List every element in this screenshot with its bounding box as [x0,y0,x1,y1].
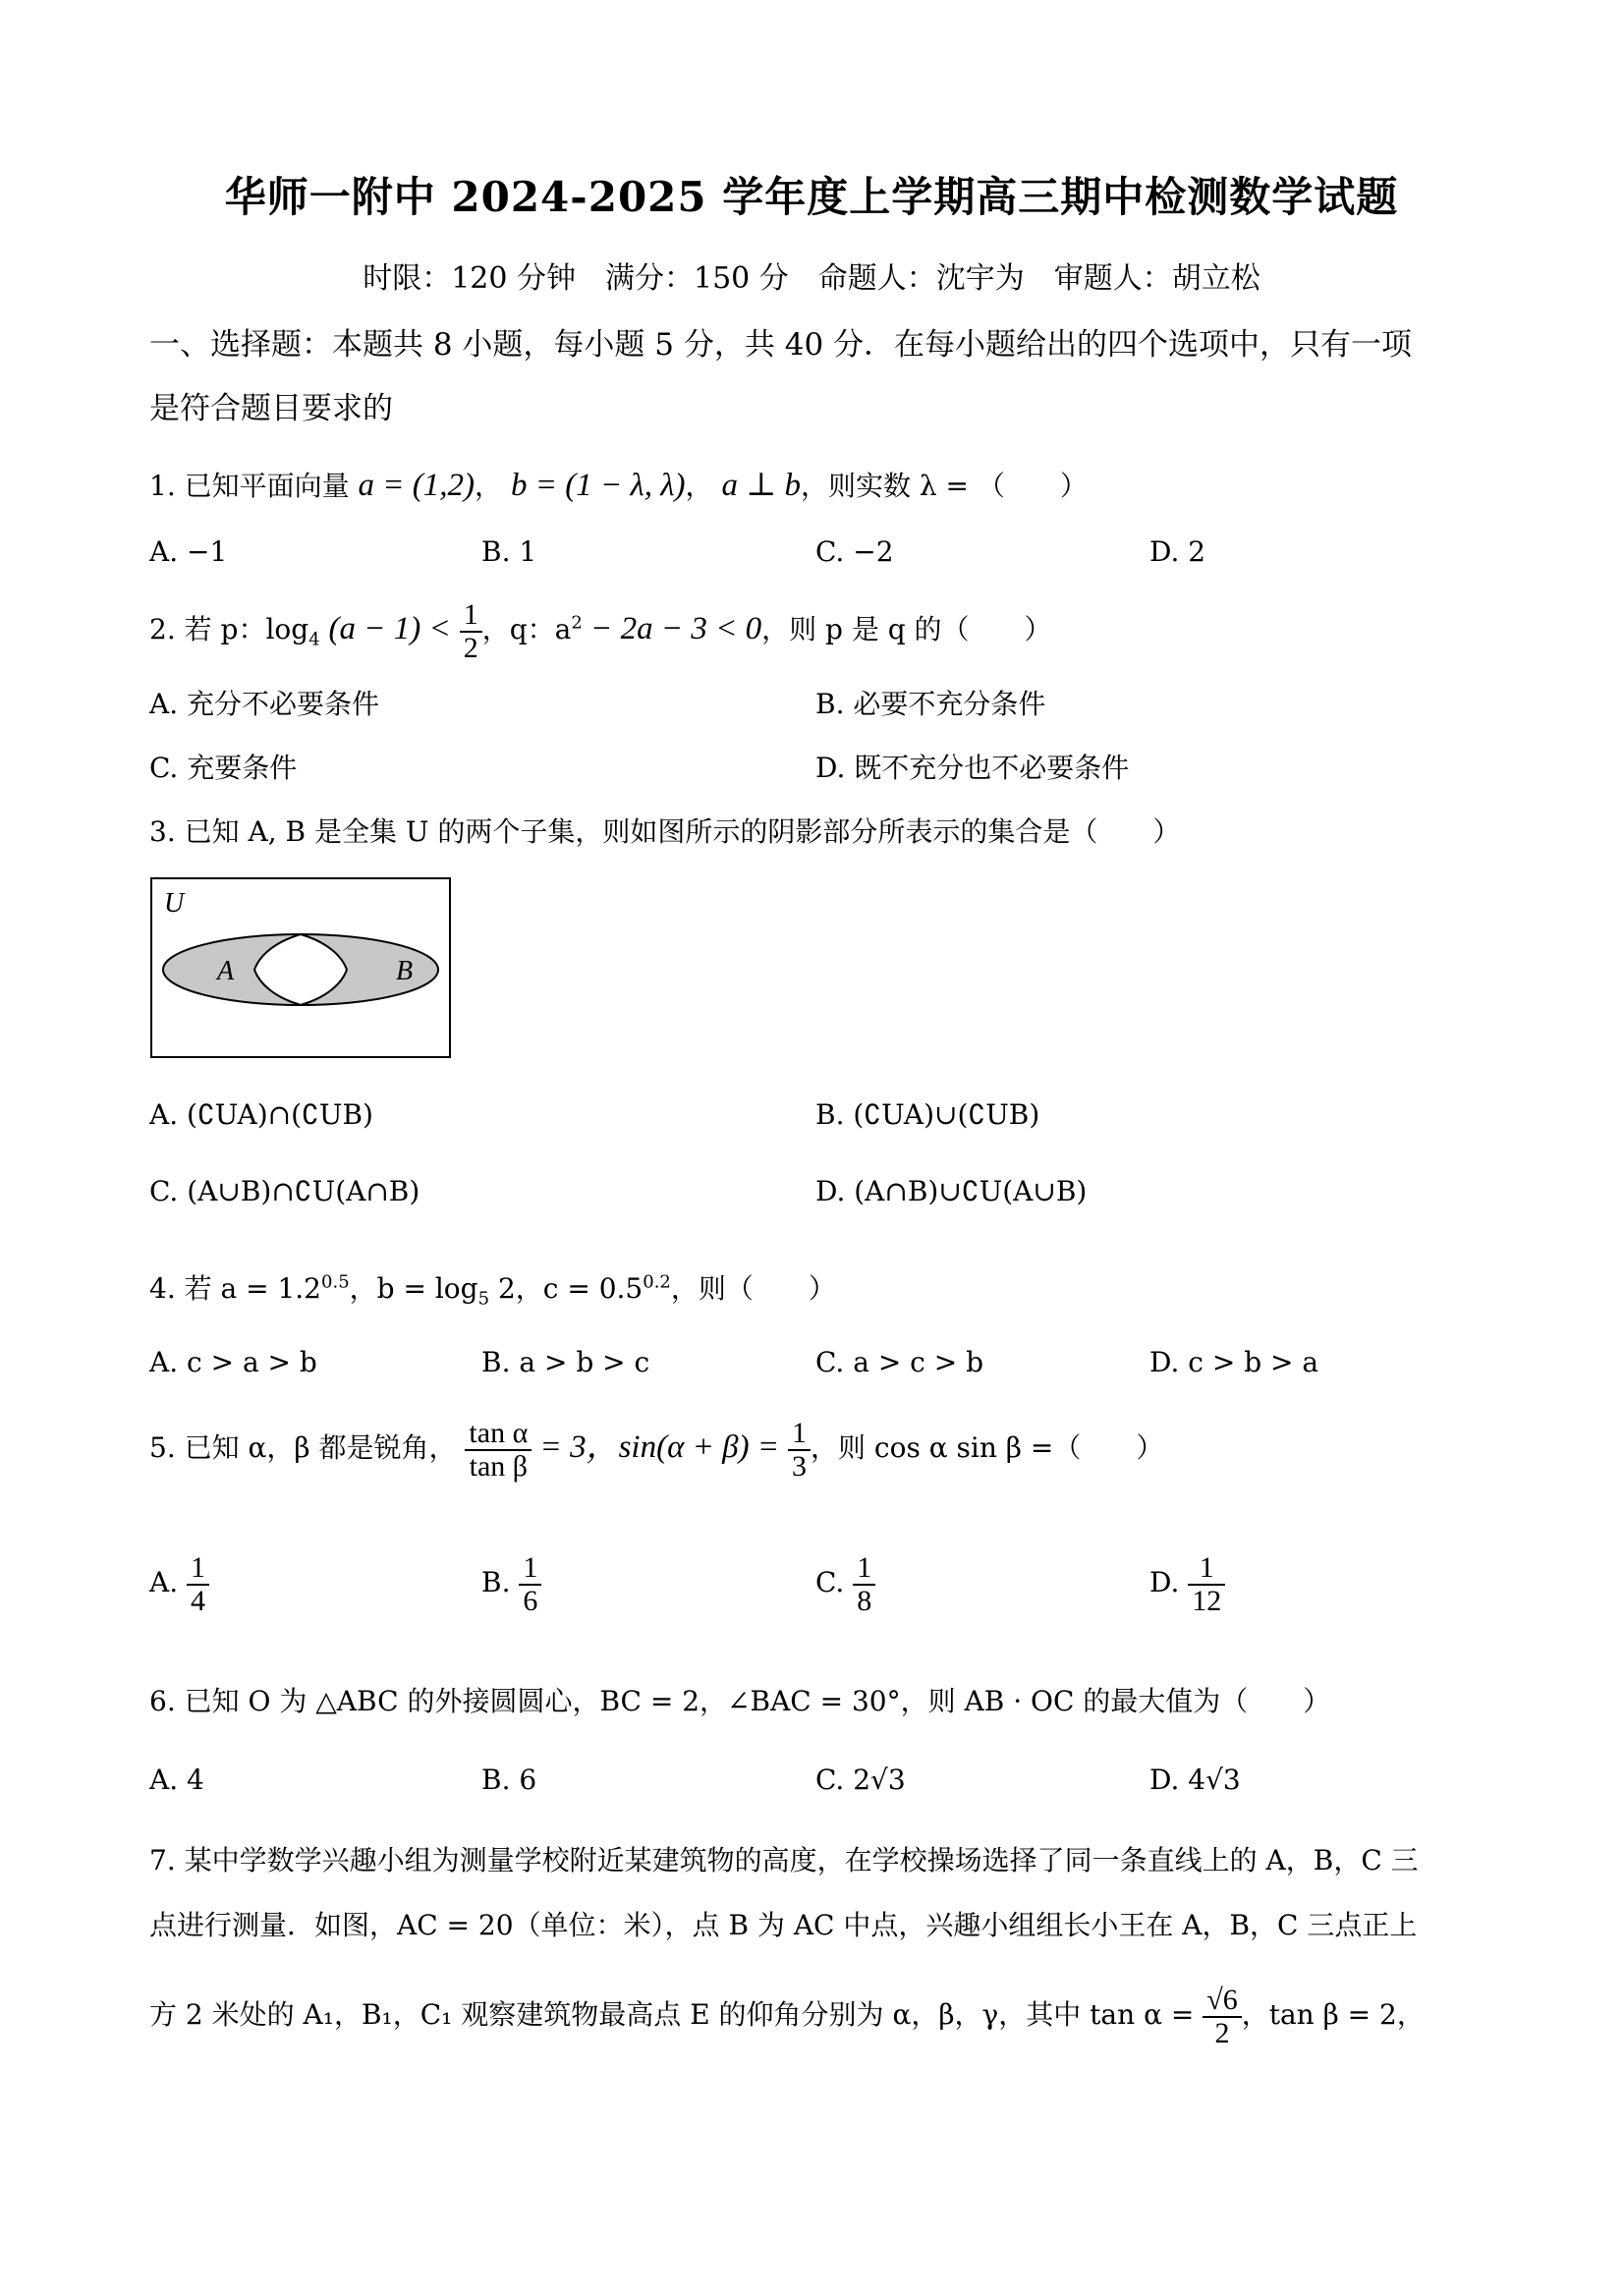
question-1: 1. 已知平面向量 a = (1,2)， b = (1 − λ, λ)， a ⊥ b，则实数 λ = （ ） [149,468,1088,503]
label-A: A [217,956,235,986]
q2-post: ，则 p 是 q 的（ ） [761,613,1052,645]
q1-vector-a: a = (1,2) [358,468,476,503]
q5-option-b: B. $\frac{1}{6}$ [481,1552,541,1616]
q4-option-d: D. c > b > a [1149,1346,1319,1378]
q2-mid: ，q：a [481,613,572,645]
q2-pre: 2. 若 p：log [149,613,309,645]
page-title: 华师一附中 2024-2025 学年度上学期高三期中检测数学试题 [224,173,1399,221]
question-7-line1: 7. 某中学数学兴趣小组为测量学校附近某建筑物的高度，在学校操场选择了同一条直线上的 A，B，C 三 [149,1844,1419,1876]
q3-option-b: B. (∁UA)∪(∁UB) [815,1098,1040,1131]
q1-perp: a ⊥ b [721,468,801,503]
q3-option-a: A. (∁UA)∩(∁UB) [149,1098,373,1131]
q7-tan-alpha-fraction: $\frac{√6}{2}$ [1203,1985,1241,2048]
q2-option-c: C. 充要条件 [149,752,298,784]
q6-option-b: B. 6 [481,1764,537,1796]
q1-option-a: A. −1 [149,535,228,568]
q6-option-d: D. 4√3 [1149,1764,1241,1796]
q1-pre: 1. 已知平面向量 [149,470,350,502]
q4-option-c: C. a > c > b [815,1346,984,1378]
question-4: 4. 若 $a = 1.2^{0.5}$，$b = \log_5 2$，$c = 0.5^{0.2}$，则（ ） [149,1271,836,1310]
q5-option-d: D. $\frac{1}{12}$ [1149,1552,1225,1616]
q1-option-b: B. 1 [481,535,537,568]
q2-fraction: $\frac{1}{2}$ [460,599,482,663]
question-5: 5. 已知 α，β 都是锐角， $\frac{\text{tan α}}{\text{tan β}}$ = 3，sin(α + β) = $\frac{1}{3}$ ，则 cos α sin β =（ ） [149,1417,1164,1483]
q5-tan-fraction: $\frac{\text{tan α}}{\text{tan β}}$ [465,1418,532,1482]
q2-option-b: B. 必要不充分条件 [815,688,1046,720]
q2-option-a: A. 充分不必要条件 [149,688,380,720]
question-7-line3: 方 2 米处的 A₁，B₁，C₁ 观察建筑物最高点 E 的仰角分别为 α，β，γ，其中 tan α = $\frac{√6}{2}$ ，tan β = 2， [149,1984,1425,2049]
q6-option-a: A. 4 [149,1764,204,1796]
q5-option-c: C. $\frac{1}{8}$ [815,1552,875,1616]
question-7-line2: 点进行测量．如图，AC = 20（单位：米），点 B 为 AC 中点，兴趣小组组长小王在 A，B，C 三点正上 [149,1909,1418,1941]
q1-vector-b: b = (1 − λ, λ) [510,468,686,503]
q6-option-c: C. 2√3 [815,1764,906,1796]
q2-ineq: − 2a − 3 < 0 [582,611,762,646]
q2-arg: (a − 1) < [328,611,451,646]
section-heading-line2: 是符合题目要求的 [149,391,393,426]
section-heading-line1: 一、选择题：本题共 8 小题，每小题 5 分，共 40 分．在每小题给出的四个选项中，只有一项 [149,327,1413,363]
q1-option-c: C. −2 [815,535,894,568]
question-2: 2. 若 p：$\log_4 (a - 1)$ < $\frac{1}{2}$ ，q：$a^2 - 2a - 3 < 0$，则 p 是 q 的（ ） [149,598,1052,664]
q3-option-c: C. (A∪B)∩∁U(A∩B) [149,1175,420,1207]
q5-option-a: A. $\frac{1}{4}$ [149,1552,209,1616]
label-U: U [164,888,185,919]
question-3: 3. 已知 A, B 是全集 U 的两个子集，则如图所示的阴影部分所表示的集合是（ ） [149,815,1181,848]
q1-option-d: D. 2 [1149,535,1206,568]
q3-option-d: D. (A∩B)∪∁U(A∪B) [815,1175,1088,1207]
q4-option-a: A. c > a > b [149,1346,317,1378]
q5-sin-fraction: $\frac{1}{3}$ [788,1418,811,1482]
label-B: B [396,956,414,986]
question-6: 6. 已知 O 为 △ABC 的外接圆圆心，BC = 2，∠BAC = 30°，则 AB · OC 的最大值为（ ） [149,1685,1331,1717]
venn-diagram [150,877,451,1058]
q1-post: ，则实数 λ = （ ） [801,470,1088,502]
q4-option-b: B. a > b > c [481,1346,650,1378]
page-subtitle: 时限：120 分钟 满分：150 分 命题人：沈宇为 审题人：胡立松 [363,261,1260,296]
q2-option-d: D. 既不充分也不必要条件 [815,752,1130,784]
